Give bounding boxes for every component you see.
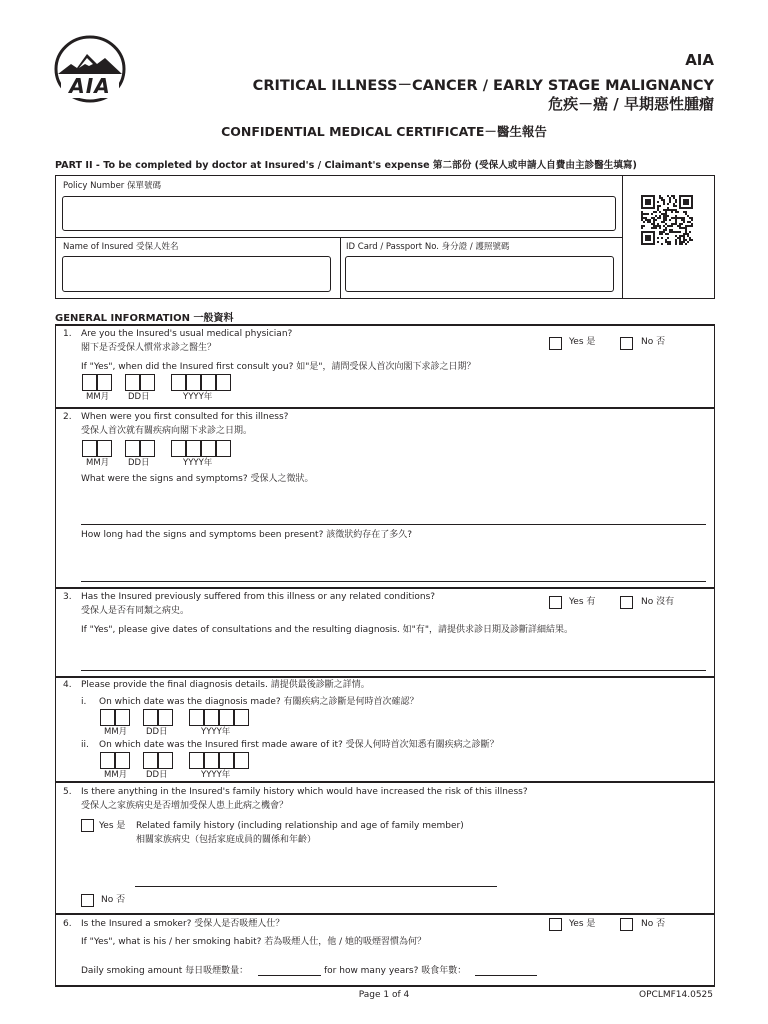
q4-number: 4. [63, 680, 72, 690]
q4-ii-date-input-y2[interactable] [204, 752, 219, 769]
q5-yes-checkbox[interactable] [81, 819, 94, 832]
q6-no-label: No 否 [641, 919, 666, 929]
q4-i-date-input-d1[interactable] [143, 709, 158, 726]
q4-ii-date-input-m1[interactable] [100, 752, 115, 769]
q1-date-input-y4[interactable] [216, 374, 231, 391]
q3-text-zh: 受保人是否有同類之病史。 [81, 606, 190, 616]
q1-date-input-d2[interactable] [140, 374, 155, 391]
q3-text-en: Has the Insured previously suffered from this illness or any related conditions? [81, 592, 436, 602]
q1-yes-label: Yes 是 [569, 337, 596, 347]
q4-i-date-input-yyyy-label: YYYY年 [201, 727, 231, 737]
q4-ii-date-input-y3[interactable] [219, 752, 234, 769]
q1-date-input-y3[interactable] [201, 374, 216, 391]
general-info-section [55, 324, 715, 987]
q4-ii-number: ii. [81, 740, 89, 750]
q4-ii-text: On which date was the Insured first made aware of it? 受保人何時首次知悉有關疾病之診斷？ [99, 740, 499, 750]
aia-logo [53, 34, 127, 104]
q1-no-checkbox[interactable] [620, 337, 633, 350]
q2-text-en: When were you first consulted for this illness? [81, 412, 289, 422]
q2-date-input-mm-label: MM月 [86, 458, 110, 468]
qr-code [641, 195, 693, 245]
id-card-label: ID Card / Passport No. 身分證 / 護照號碼 [346, 242, 510, 252]
q6-years-label: for how many years? 吸食年數： [324, 966, 467, 976]
q5-no-label: No 否 [101, 895, 126, 905]
q4-ii-date-input-y1[interactable] [189, 752, 204, 769]
q1-date-input-yyyy-label: YYYY年 [183, 392, 213, 402]
q5-related-zh: 相關家族病史（包括家庭成員的關係和年齡） [136, 835, 317, 845]
q1-no-label: No 否 [641, 337, 666, 347]
q4-ii-date-input-mm-label: MM月 [104, 770, 128, 780]
q6-yes-label: Yes 是 [569, 919, 596, 929]
q1-date-input-y2[interactable] [186, 374, 201, 391]
q5-family-history-line[interactable] [135, 886, 497, 887]
q4-i-text: On which date was the diagnosis made? 有關疾病之診斷是何時首次確認？ [99, 697, 419, 707]
q4-i-date-input-y4[interactable] [234, 709, 249, 726]
q3-no-label: No 沒有 [641, 597, 675, 607]
q2-signs-label: What were the signs and symptoms? 受保人之徵狀。 [81, 474, 314, 484]
name-insured-label: Name of Insured 受保人姓名 [63, 242, 179, 252]
q6-daily-label: Daily smoking amount 每日吸煙數量： [81, 966, 249, 976]
q2-signs-line[interactable] [81, 524, 706, 525]
q2-date-input-y1[interactable] [171, 440, 186, 457]
page-number: Page 1 of 4 [358, 990, 410, 1000]
q1-date-input-mm-label: MM月 [86, 392, 110, 402]
name-insured-field[interactable] [62, 256, 331, 292]
q2-duration-label: How long had the signs and symptoms been present? 該徵狀約存在了多久? [81, 530, 412, 540]
q4-i-date-input-y2[interactable] [204, 709, 219, 726]
q3-answer-line[interactable] [81, 670, 706, 671]
q6-yes-checkbox[interactable] [549, 918, 562, 931]
q4-i-date-input-m1[interactable] [100, 709, 115, 726]
q2-date-input-yyyy-label: YYYY年 [183, 458, 213, 468]
q1-date-input-d1[interactable] [125, 374, 140, 391]
certificate-subtitle: CONFIDENTIAL MEDICAL CERTIFICATE－醫生報告 [221, 124, 547, 139]
q6-daily-line[interactable] [258, 975, 321, 976]
q2-number: 2. [63, 412, 72, 422]
q4-i-date-input-d2[interactable] [158, 709, 173, 726]
q1-followup: If "Yes", when did the Insured first consult you? 如"是"，請問受保人首次向閣下求診之日期？ [81, 362, 476, 372]
q2-date-input-m2[interactable] [97, 440, 112, 457]
q2-date-input-dd-label: DD日 [128, 458, 150, 468]
policy-number-field[interactable] [62, 196, 616, 231]
q5-yes-label: Yes 是 [99, 821, 126, 831]
q4-ii-date-input-y4[interactable] [234, 752, 249, 769]
q4-ii-date-input-yyyy-label: YYYY年 [201, 770, 231, 780]
title-english: CRITICAL ILLNESS－CANCER / EARLY STAGE MALIGNANCY [252, 78, 714, 94]
q4-text: Please provide the final diagnosis details. 請提供最後診斷之詳情。 [81, 680, 370, 690]
q4-i-number: i. [81, 697, 87, 707]
q4-i-date-input-y3[interactable] [219, 709, 234, 726]
q4-i-date-input-dd-label: DD日 [146, 727, 168, 737]
q4-i-date-input-y1[interactable] [189, 709, 204, 726]
q3-followup: If "Yes", please give dates of consultations and the resulting diagnosis. 如"有"，請提供求診日期及診斷詳細結果。 [81, 625, 573, 635]
q1-date-input-dd-label: DD日 [128, 392, 150, 402]
q2-date-input-d1[interactable] [125, 440, 140, 457]
q5-number: 5. [63, 787, 72, 797]
q3-number: 3. [63, 592, 72, 602]
q1-text-zh: 閣下是否受保人慣常求診之醫生？ [81, 343, 217, 353]
q5-text-en: Is there anything in the Insured's family history which would have increased the risk of this illness? [81, 787, 528, 797]
id-card-field[interactable] [345, 256, 614, 292]
q4-i-date-input-m2[interactable] [115, 709, 130, 726]
q2-text-zh: 受保人首次就有關疾病向閣下求診之日期。 [81, 426, 253, 436]
logo-text: AIA [69, 74, 111, 98]
q3-yes-label: Yes 有 [569, 597, 596, 607]
q6-no-checkbox[interactable] [620, 918, 633, 931]
general-info-heading: GENERAL INFORMATION 一般資料 [55, 313, 234, 324]
q1-date-input-y1[interactable] [171, 374, 186, 391]
q6-text: Is the Insured a smoker? 受保人是否吸煙人仕？ [81, 919, 285, 929]
q2-date-input-m1[interactable] [82, 440, 97, 457]
q3-no-checkbox[interactable] [620, 596, 633, 609]
q1-text-en: Are you the Insured's usual medical physician? [81, 329, 293, 339]
q6-years-line[interactable] [475, 975, 537, 976]
q2-date-input-y3[interactable] [201, 440, 216, 457]
q4-ii-date-input-d2[interactable] [158, 752, 173, 769]
form-code: OPCLMF14.0525 [639, 990, 713, 1000]
q6-number: 6. [63, 919, 72, 929]
q5-text-zh: 受保人之家族病史是否增加受保人患上此病之機會？ [81, 801, 289, 811]
q5-no-checkbox[interactable] [81, 894, 94, 907]
q1-yes-checkbox[interactable] [549, 337, 562, 350]
q4-ii-date-input-dd-label: DD日 [146, 770, 168, 780]
title-chinese: 危疾－癌 / 早期惡性腫瘤 [548, 95, 714, 113]
q6-habit-label: If "Yes", what is his / her smoking habit? 若為吸煙人仕，他 / 她的吸煙習慣為何？ [81, 937, 426, 947]
q2-date-input-d2[interactable] [140, 440, 155, 457]
q4-i-date-input-mm-label: MM月 [104, 727, 128, 737]
q4-ii-date-input-d1[interactable] [143, 752, 158, 769]
q2-date-input-y4[interactable] [216, 440, 231, 457]
q1-date-input-m2[interactable] [97, 374, 112, 391]
q5-related-en: Related family history (including relationship and age of family member) [136, 821, 464, 831]
q2-duration-line[interactable] [81, 581, 706, 582]
part-heading: PART II - To be completed by doctor at Insured's / Claimant's expense 第二部份 (受保人或申請人自費由主診醫生填寫) [55, 160, 637, 171]
brand-name: AIA [685, 51, 714, 69]
q1-number: 1. [63, 329, 72, 339]
policy-number-label: Policy Number 保單號碼 [63, 181, 161, 191]
q3-yes-checkbox[interactable] [549, 596, 562, 609]
q4-ii-date-input-m2[interactable] [115, 752, 130, 769]
q2-date-input-y2[interactable] [186, 440, 201, 457]
q1-date-input-m1[interactable] [82, 374, 97, 391]
